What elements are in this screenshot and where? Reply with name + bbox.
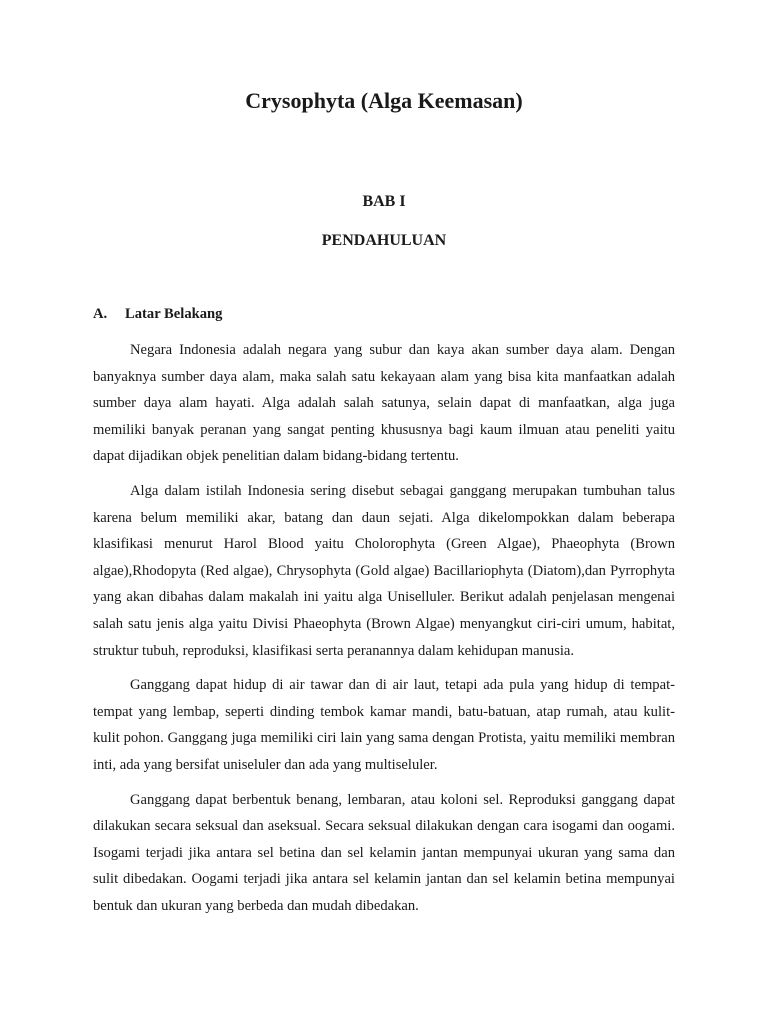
paragraph-1: Negara Indonesia adalah negara yang subur dan kaya akan sumber daya alam. Dengan banyaknya sumber daya alam, maka salah satu kekayaan alam yang bisa kita manfaatkan adalah sumber daya alam hayati. Alga adalah salah satunya, selain dapat di manfaatkan, alga juga memiliki banyak peranan yang sangat penting khususnya bagi kaum ilmuan atau peneliti yaitu dapat dijadikan objek penelitian dalam bidang-bidang tertentu. xyxy=(93,342,675,465)
chapter-number: BAB I xyxy=(362,193,406,210)
paragraph-2: Alga dalam istilah Indonesia sering disebut sebagai ganggang merupakan tumbuhan talus karena belum memiliki akar, batang dan daun sejati. Alga dikelompokkan dalam beberapa klasifikasi menurut Harol Blood yaitu Cholorophyta (Green Algae), Phaeophyta (Brown algae),Rhodopyta (Red algae), Chrysophyta (Gold algae) Bacillariophyta (Diatom),dan Pyrrophyta yang akan dibahas dalam makalah ini yaitu alga Uniselluler. Berikut adalah penjelasan mengenai salah satu jenis alga yaitu Divisi Phaeophyta (Brown Algae) menyangkut ciri-ciri umum, habitat, struktur tubuh, reproduksi, klasifikasi serta peranannya dalam kehidupan manusia. xyxy=(93,482,675,659)
body-text xyxy=(93,337,675,927)
paragraph-3: Ganggang dapat hidup di air tawar dan di air laut, tetapi ada pula yang hidup di tempat-tempat yang lembap, seperti dinding tembok kamar mandi, batu-batuan, atap rumah, atau kulit-kulit pohon. Ganggang juga memiliki ciri lain yang sama dengan Protista, yaitu memiliki membran inti, ada yang bersifat uniseluler dan ada yang multiseluler. xyxy=(93,677,675,773)
document-title: Crysophyta (Alga Keemasan) xyxy=(245,88,523,113)
section-heading-text: Latar Belakang xyxy=(125,306,223,322)
paragraph-4: Ganggang dapat berbentuk benang, lembaran, atau koloni sel. Reproduksi ganggang dapat dilakukan secara seksual dan aseksual. Secara seksual dilakukan dengan cara isogami dan oogami. Isogami terjadi jika antara sel betina dan sel kelamin jantan mempunyai ukuran yang sama dan sulit dibedakan. Oogami terjadi jika antara sel kelamin jantan dan sel kelamin betina mempunyai bentuk dan ukuran yang berbeda dan mudah dibedakan. xyxy=(93,791,675,914)
section-letter: A. xyxy=(93,306,108,322)
section-heading xyxy=(93,305,222,323)
chapter-title: PENDAHULUAN xyxy=(321,232,447,249)
